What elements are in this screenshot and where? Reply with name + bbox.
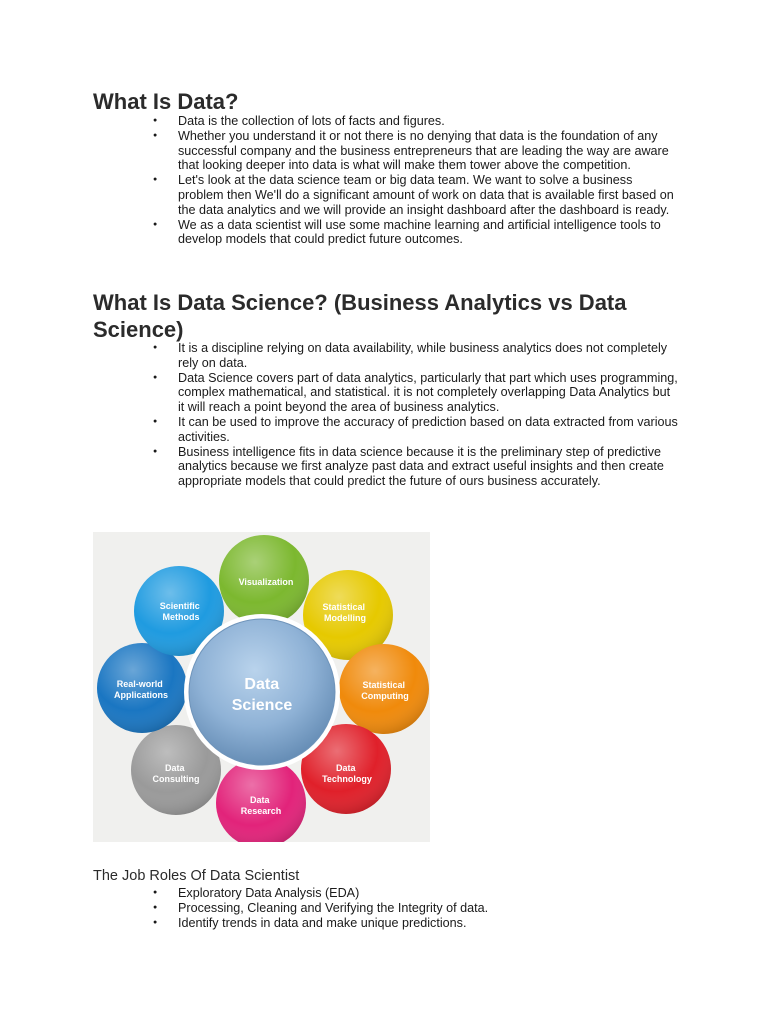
petal-statistical-computing [339,644,429,734]
petal-label: Real-world [116,679,163,689]
svg-text:Statistical Modellin [322,602,367,623]
petal-label: Methods [162,612,200,622]
petal-label: Scientific [159,601,200,611]
svg-text:Scientific Methods [160,601,203,622]
petal-label: Applications [113,690,169,700]
list-item: ● It can be used to improve the accuracy of prediction based on data extracted from various activities. [178,415,678,445]
petal-label: Data [164,763,185,773]
petal-label: Data [335,763,356,773]
petal-label: Modelling [324,613,366,623]
data-science-diagram [93,532,430,842]
petal-label: Statistical [322,602,366,612]
diagram-center [184,614,340,770]
list-item: ● Let's look at the data science team or big data team. We want to solve a business problem then We'll do a significant amount of work on data that is available first based on the data analytics and we will provide an insight dashboard after the dashboard is ready. [178,173,678,217]
job-roles-list [178,886,678,930]
petal-label: Data [249,795,270,805]
petal-label: Research [240,806,282,816]
center-label: Science [231,697,293,714]
svg-text:Visualization [239,577,294,587]
petal-real-world-applications [97,643,187,733]
list-item: ● We as a data scientist will use some machine learning and artificial intelligence tools to develop models that could predict future outcomes. [178,218,678,248]
svg-text:Statistical Computin [361,680,409,701]
petal-label: Computing [361,691,409,701]
list-item: ● Data Science covers part of data analytics, particularly that part which uses programming, complex mathematical, and statistical. it is not completely overlapping Data Analytics but it will reach a point beyond the area of business analytics. [178,371,678,415]
list-item: ● Business intelligence fits in data science because it is the preliminary step of predictive analytics because we first analyze past data and extract useful insights and then create appropriate models that could predict the future of ours business accurately. [178,445,678,489]
center-label: Data [244,676,280,693]
what-is-data-list [178,114,678,247]
svg-text:Real-world Applicati [114,679,168,700]
heading-what-is-data-science: What Is Data Science? (Business Analytics vs Data Science) [93,290,627,342]
petal-data-research [216,758,306,842]
what-is-data-science-list [178,341,678,489]
list-item: ● Data is the collection of lots of facts and figures. [178,114,678,129]
list-item: ● Processing, Cleaning and Verifying the Integrity of data. [178,901,678,916]
petal-label: Technology [322,774,372,784]
heading-job-roles: The Job Roles Of Data Scientist [93,868,300,884]
petal-label: Visualization [238,577,294,587]
heading-what-is-data: What Is Data? [93,89,239,114]
petal-label: Statistical [362,680,406,690]
list-item: ● It is a discipline relying on data availability, while business analytics does not completely rely on data. [178,341,678,371]
petal-visualization [219,535,309,625]
list-item: ● Whether you understand it or not there is no denying that data is the foundation of any successful company and the business entrepreneurs that are leading the way are aware that looking deeper into data is what will make them tower above the competition. [178,129,678,173]
list-item: ● Identify trends in data and make unique predictions. [178,916,678,931]
list-item: ● Exploratory Data Analysis (EDA) [178,886,678,901]
petal-label: Consulting [152,774,200,784]
data-science-diagram-svg [93,532,430,842]
